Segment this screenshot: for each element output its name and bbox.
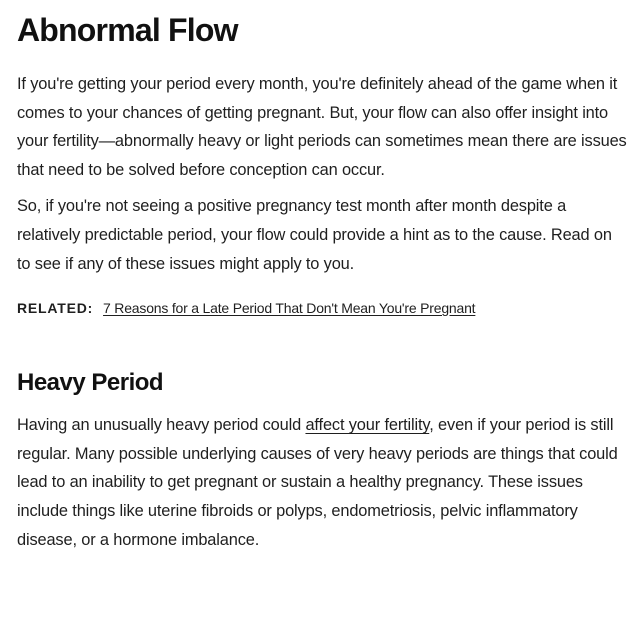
related-label: RELATED:: [17, 300, 94, 317]
section-heading-abnormal-flow: Abnormal Flow: [17, 12, 238, 48]
paragraph-abnormal-flow-intro: If you're getting your period every month, you're definitely ahead of the game when it comes to your chances of getting pregnant. But, your flow can also offer insight into your fertility—abnormally heavy or light periods can sometimes mean there are issues that need to be solved before conception can occur.: [17, 75, 627, 179]
paragraph-abnormal-flow-cause: So, if you're not seeing a positive pregnancy test month after month despite a relatively predictable period, your flow could provide a hint as to the cause. Read on to see if any of these issues might apply to you.: [17, 197, 612, 273]
related-article-link[interactable]: 7 Reasons for a Late Period That Don't Mean You're Pregnant: [103, 300, 476, 317]
heavy-period-text-start: Having an unusually heavy period could: [17, 416, 306, 435]
paragraph-heavy-period: [17, 411, 629, 554]
section-heading-heavy-period: Heavy Period: [17, 369, 164, 397]
affect-fertility-link[interactable]: affect your fertility: [305, 416, 430, 435]
heavy-period-text-end: , even if your period is still regular. Many possible underlying causes of very heavy periods are things that could lead to an inability to get pregnant or sustain a healthy pregnancy. These issues include things like uterine fibroids or polyps, endometriosis, pelvic inflammatory disease, or a hormone imbalance.: [17, 416, 618, 549]
related-article-callout: [17, 298, 629, 318]
article-body: [17, 0, 629, 554]
